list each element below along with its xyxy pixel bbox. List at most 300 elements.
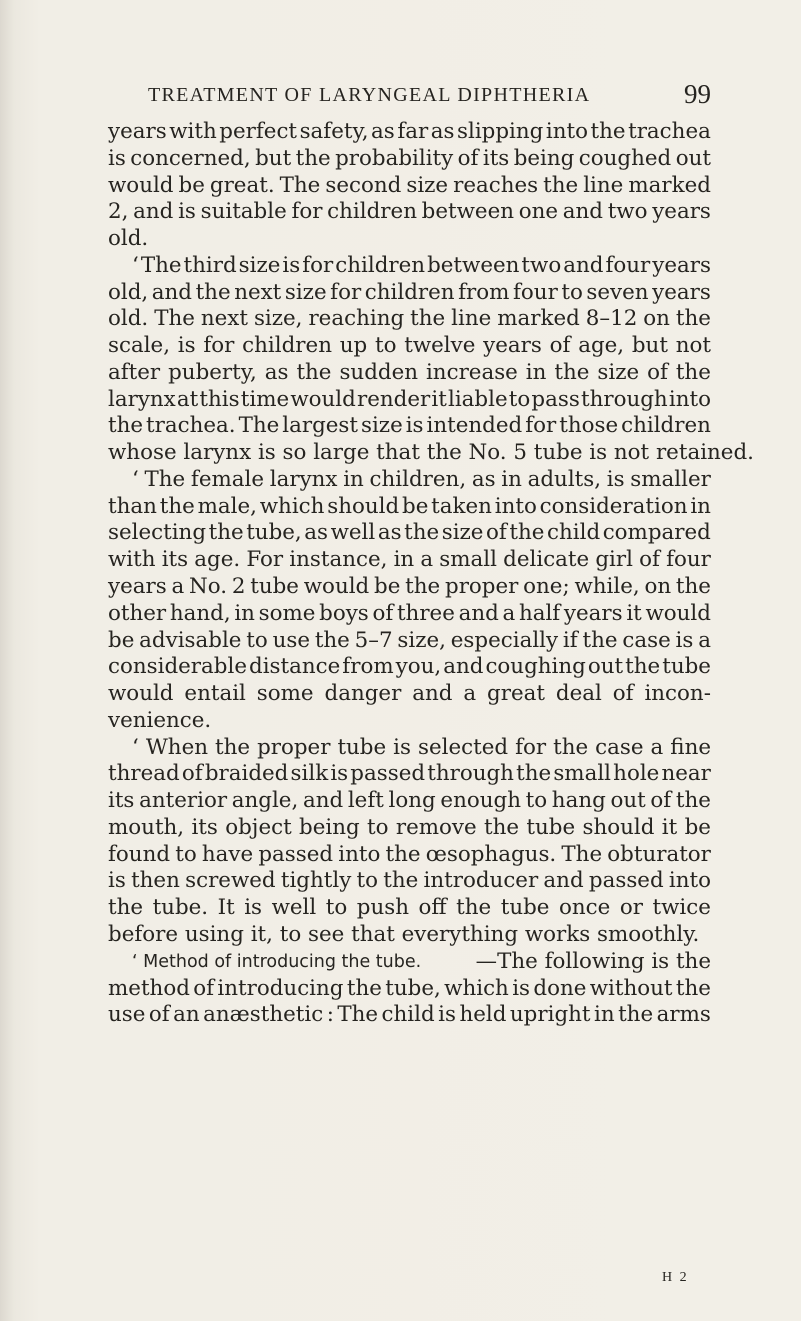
word: being — [513, 145, 575, 171]
word: would — [645, 600, 711, 626]
text-line — [108, 146, 711, 173]
word: method — [108, 975, 190, 1001]
text-line — [108, 306, 711, 333]
running-title: TREATMENT OF LARYNGEAL DIPHTHERIA — [148, 84, 591, 106]
word: ‘ — [132, 252, 139, 278]
text-line: whose larynx is so large that the No. 5 tube is not retained. — [108, 440, 754, 466]
word: far — [397, 119, 429, 144]
word: should — [327, 493, 400, 519]
word: would — [108, 681, 174, 707]
word: the — [509, 520, 545, 546]
word: and — [543, 868, 584, 894]
word: with — [108, 547, 156, 573]
word: œsophagus. — [425, 841, 557, 867]
word: selected — [418, 734, 509, 760]
word: line — [583, 172, 624, 198]
word: in — [393, 547, 415, 573]
word: of — [372, 600, 394, 626]
word: case — [622, 627, 671, 653]
word: have — [201, 841, 254, 867]
text-line — [108, 387, 711, 414]
word: hand, — [169, 600, 231, 626]
word: than — [108, 493, 157, 519]
word: the — [410, 306, 446, 332]
section-text: —The following is the — [475, 948, 711, 974]
word: reaching — [308, 306, 405, 332]
word: The — [337, 1002, 379, 1028]
word: the — [675, 359, 711, 385]
word: child — [547, 520, 601, 546]
word: When — [145, 734, 209, 760]
word: is — [606, 466, 625, 492]
word: The — [144, 466, 186, 492]
word: age. — [194, 547, 241, 573]
word: tube. — [152, 895, 209, 921]
word: object — [225, 814, 292, 840]
word: The — [238, 413, 280, 439]
word: to — [525, 788, 548, 814]
word: suitable — [200, 199, 287, 225]
word: delicate — [503, 547, 590, 573]
word: for — [291, 199, 323, 225]
word: its — [482, 145, 510, 171]
word: of — [650, 788, 672, 814]
word: this — [199, 386, 240, 412]
word: girl — [595, 547, 633, 573]
word: of — [148, 1002, 170, 1028]
word: two — [607, 199, 648, 225]
word: as — [304, 520, 329, 546]
word: between — [427, 252, 520, 278]
word: the — [516, 761, 552, 787]
word: size, — [397, 627, 446, 653]
word: pass — [531, 386, 580, 412]
word: tube — [337, 734, 387, 760]
word: the — [675, 574, 711, 600]
word: great — [487, 681, 545, 707]
word: the — [675, 788, 711, 814]
word: near — [661, 761, 711, 787]
word: taken — [431, 493, 492, 519]
word: passed — [350, 761, 426, 787]
word: screwed — [185, 868, 276, 894]
word: is — [393, 734, 411, 760]
word: half — [518, 600, 561, 626]
word: hang — [551, 788, 606, 814]
word: old. — [108, 306, 149, 332]
word: safety, — [299, 119, 369, 144]
word: upright — [509, 1002, 591, 1028]
word: size, — [253, 306, 303, 332]
word: the — [108, 413, 144, 439]
text-line — [108, 681, 711, 708]
word: in — [343, 466, 364, 492]
word: children — [327, 199, 417, 225]
word: tube — [526, 814, 576, 840]
word: use — [272, 627, 310, 653]
word: size — [406, 172, 449, 198]
word: a — [171, 574, 185, 600]
text-line — [108, 467, 711, 494]
section-label: ‘ Method of introducing the tube. — [132, 951, 422, 972]
word: on — [643, 306, 670, 332]
word: largest — [282, 413, 358, 439]
word: small — [439, 547, 497, 573]
page-number: 99 — [684, 79, 711, 109]
word: marked — [628, 172, 711, 198]
word: is — [108, 145, 126, 171]
text-line — [108, 494, 711, 521]
word: found — [108, 841, 171, 867]
word: next — [200, 306, 248, 332]
text-line — [108, 895, 711, 922]
word: as — [471, 466, 496, 492]
word: to — [561, 279, 583, 305]
word: on — [644, 574, 672, 600]
word: remove — [395, 814, 477, 840]
word: once — [559, 895, 611, 921]
text-line — [108, 815, 711, 842]
running-head — [108, 80, 711, 110]
text-line: old. — [108, 226, 149, 252]
word: children — [242, 333, 332, 359]
word: for — [525, 413, 557, 439]
word: perfect — [219, 119, 298, 144]
word: second — [325, 172, 402, 198]
word: with — [169, 119, 217, 144]
text-line — [108, 761, 711, 788]
word: size — [238, 252, 281, 278]
word: would — [303, 574, 370, 600]
word: two — [521, 252, 562, 278]
word: in — [234, 600, 255, 626]
word: as — [430, 119, 455, 144]
word: adults, — [527, 466, 602, 492]
word: fine — [670, 734, 711, 760]
word: is — [282, 252, 301, 278]
word: to — [374, 333, 397, 359]
word: after — [108, 359, 161, 385]
word: and — [151, 279, 193, 305]
word: one; — [523, 574, 570, 600]
word: be — [374, 574, 401, 600]
word: render — [356, 386, 431, 412]
text-line — [108, 333, 711, 360]
word: sudden — [339, 359, 419, 385]
word: the — [208, 520, 244, 546]
word: great. — [209, 172, 275, 198]
text-line — [108, 842, 711, 869]
word: it — [431, 386, 447, 412]
word: one — [518, 199, 559, 225]
word: four — [513, 279, 558, 305]
word: but — [631, 333, 668, 359]
word: as — [264, 359, 289, 385]
text-line: before using it, to see that everything works smoothly. — [108, 921, 700, 947]
word: some — [258, 600, 316, 626]
word: size — [284, 279, 327, 305]
word: a — [698, 627, 711, 653]
word: anterior — [139, 788, 228, 814]
word: considerable — [108, 654, 247, 680]
word: passed — [588, 868, 664, 894]
word: into — [545, 119, 588, 144]
word: between — [421, 199, 515, 225]
word: the — [314, 627, 350, 653]
word: the — [195, 279, 231, 305]
word: of — [181, 761, 203, 787]
word: is — [177, 333, 196, 359]
word: case — [595, 734, 644, 760]
word: its — [108, 788, 135, 814]
word: well — [330, 520, 376, 546]
word: of — [457, 145, 479, 171]
word: in — [501, 466, 522, 492]
word: and — [562, 199, 603, 225]
text-line — [108, 119, 711, 146]
word: old, — [108, 279, 149, 305]
word: compared — [602, 520, 711, 546]
text-line — [108, 413, 711, 440]
word: you, — [395, 654, 442, 680]
word: the — [484, 814, 520, 840]
word: age, — [578, 333, 625, 359]
word: a — [420, 547, 434, 573]
word: other — [108, 600, 167, 626]
word: to — [356, 868, 379, 894]
word: The — [561, 841, 603, 867]
word: of — [639, 547, 660, 573]
word: as — [377, 520, 402, 546]
word: intended — [426, 413, 523, 439]
word: some — [256, 681, 314, 707]
word: probability — [335, 145, 454, 171]
word: obturator — [607, 841, 711, 867]
word: of — [647, 359, 668, 385]
word: for — [203, 333, 235, 359]
word: the — [675, 306, 711, 332]
word: liable — [447, 386, 508, 412]
word: The — [279, 172, 321, 198]
word: It — [217, 895, 235, 921]
word: time — [240, 386, 290, 412]
word: danger — [324, 681, 402, 707]
word: up — [339, 333, 368, 359]
word: is — [330, 761, 349, 787]
word: in — [690, 493, 711, 519]
word: the — [582, 627, 618, 653]
word: increase — [425, 359, 518, 385]
word: and — [133, 199, 174, 225]
word: off — [418, 895, 447, 921]
body-text — [108, 119, 754, 1029]
text-line — [108, 360, 711, 387]
text-line — [108, 1002, 711, 1029]
word: size — [597, 359, 640, 385]
word: and — [443, 654, 484, 680]
word: angle, — [231, 788, 299, 814]
word: years — [108, 574, 167, 600]
word: out — [675, 145, 711, 171]
word: be — [108, 627, 135, 653]
word: tube, — [246, 520, 302, 546]
word: is — [675, 627, 694, 653]
word: then — [131, 868, 180, 894]
word: to — [246, 627, 268, 653]
text-line — [108, 173, 711, 200]
word: child — [381, 1002, 435, 1028]
word: if — [562, 627, 578, 653]
word: its — [191, 814, 218, 840]
word: The — [140, 252, 182, 278]
word: consideration — [539, 493, 688, 519]
word: years — [652, 252, 711, 278]
word: twice — [652, 895, 711, 921]
word: and — [458, 600, 499, 626]
word: is — [512, 975, 531, 1001]
word: arms — [656, 1002, 711, 1028]
text-line — [108, 788, 711, 815]
word: which — [259, 493, 325, 519]
word: the — [675, 975, 711, 1001]
word: the — [296, 359, 332, 385]
word: distance — [249, 654, 341, 680]
word: of — [549, 333, 571, 359]
word: trachea. — [146, 413, 236, 439]
word: as — [371, 119, 395, 144]
word: would — [290, 386, 356, 412]
word: the — [625, 654, 661, 680]
word: years — [652, 279, 711, 305]
word: 8–12 — [585, 306, 638, 332]
word: for — [302, 252, 334, 278]
word: children — [621, 413, 711, 439]
word: through — [427, 761, 514, 787]
word: entail — [184, 681, 246, 707]
word: three — [396, 600, 455, 626]
word: of — [612, 681, 634, 707]
word: in — [593, 1002, 615, 1028]
word: male, — [197, 493, 257, 519]
word: boys — [319, 600, 369, 626]
word: those — [559, 413, 619, 439]
word: introducer — [423, 868, 539, 894]
word: puberty, — [168, 359, 257, 385]
word: an — [173, 1002, 200, 1028]
word: from — [342, 654, 394, 680]
word: tube, — [385, 975, 441, 1001]
word: to — [325, 895, 348, 921]
word: done — [533, 975, 587, 1001]
text-line — [108, 628, 711, 655]
word: passed — [258, 841, 334, 867]
word: held — [459, 1002, 507, 1028]
word: push — [356, 895, 410, 921]
word: No. — [189, 574, 228, 600]
word: advisable — [139, 627, 242, 653]
word: deal — [555, 681, 602, 707]
word: anæsthetic — [203, 1002, 324, 1028]
word: of — [193, 975, 215, 1001]
word: the — [383, 868, 419, 894]
word: the — [385, 841, 421, 867]
word: is — [405, 413, 424, 439]
text-line — [108, 976, 711, 1003]
word: and — [302, 788, 344, 814]
word: larynx — [108, 386, 176, 412]
word: long — [388, 788, 436, 814]
word: The — [154, 306, 195, 332]
word: the — [590, 119, 626, 144]
word: into — [668, 868, 711, 894]
word: silk — [290, 761, 329, 787]
word: for — [330, 279, 362, 305]
word: seven — [586, 279, 649, 305]
signature-mark: H 2 — [662, 1270, 689, 1285]
word: tube — [500, 895, 550, 921]
word: enough — [440, 788, 521, 814]
word: it — [661, 814, 678, 840]
word: female — [190, 466, 265, 492]
word: years — [108, 119, 167, 144]
word: be — [178, 172, 205, 198]
word: to — [175, 841, 197, 867]
word: from — [458, 279, 510, 305]
word: a — [502, 600, 516, 626]
word: next — [234, 279, 282, 305]
word: larynx — [269, 466, 338, 492]
word: reaches — [453, 172, 539, 198]
word: tightly — [280, 868, 352, 894]
word: into — [338, 841, 381, 867]
word: ‘ — [132, 734, 139, 760]
word: coughing — [485, 654, 586, 680]
text-line: venience. — [108, 707, 212, 733]
word: which — [444, 975, 509, 1001]
word: the — [553, 734, 589, 760]
word: proper — [445, 574, 519, 600]
word: tube — [250, 574, 299, 600]
word: the — [456, 895, 492, 921]
word: to — [367, 814, 389, 840]
word: size — [360, 413, 403, 439]
word: small — [553, 761, 612, 787]
word: smaller — [630, 466, 711, 492]
word: left — [347, 788, 384, 814]
word: through — [580, 386, 668, 412]
word: ‘ — [132, 466, 139, 492]
word: be — [402, 493, 429, 519]
word: is — [244, 895, 263, 921]
word: for — [515, 734, 547, 760]
word: to — [508, 386, 531, 412]
text-line — [108, 735, 711, 762]
word: slipping — [457, 119, 544, 144]
word: trachea — [628, 119, 711, 144]
text-line — [108, 520, 711, 547]
text-line — [108, 253, 711, 280]
word: of — [486, 520, 507, 546]
word: and — [412, 681, 453, 707]
word: selecting — [108, 520, 207, 546]
word: out — [587, 654, 624, 680]
word: concerned, — [130, 145, 251, 171]
text-line — [108, 547, 711, 574]
word: and — [563, 252, 604, 278]
text-line — [108, 868, 711, 895]
text-line — [108, 601, 711, 628]
word: especially — [450, 627, 559, 653]
